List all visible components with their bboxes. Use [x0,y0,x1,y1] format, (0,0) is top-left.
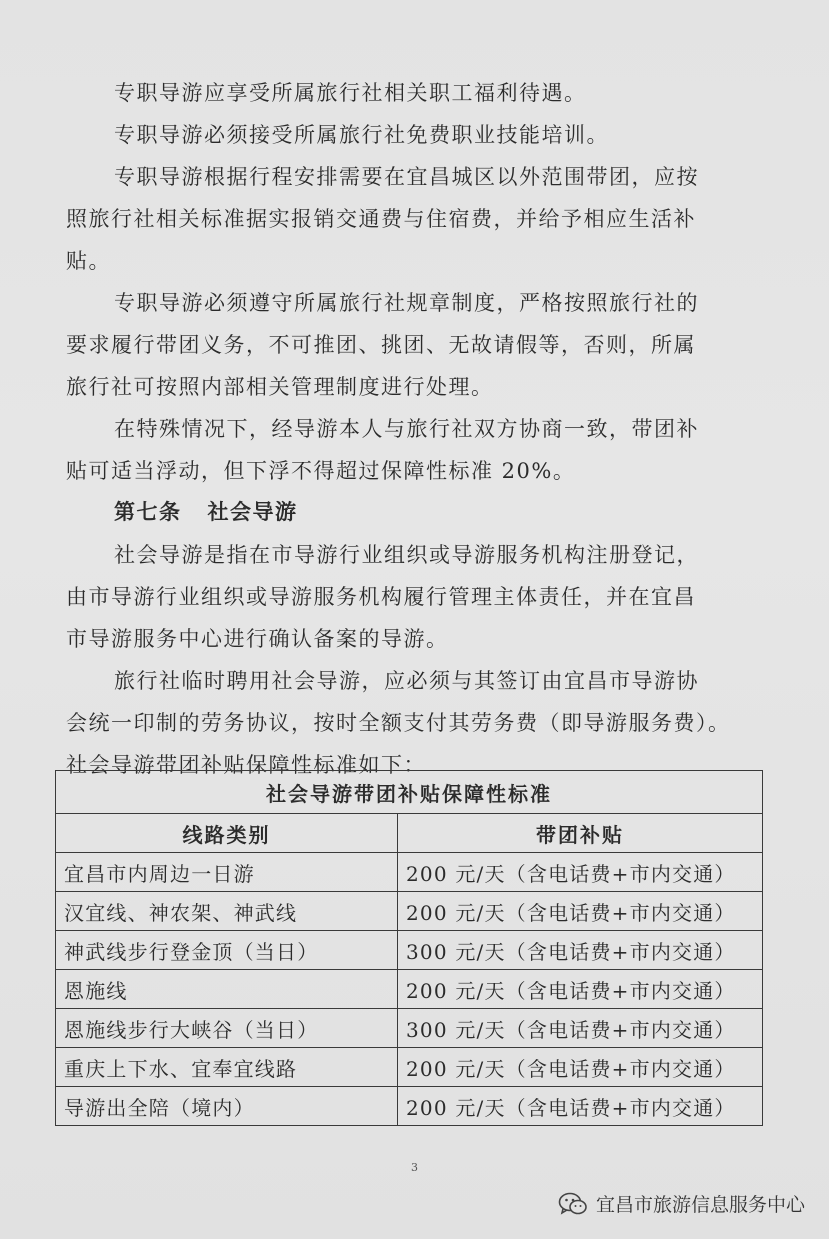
route-cell: 导游出全陪（境内） [56,1087,398,1126]
paragraph-line: 贴。 [66,249,111,273]
subsidy-cell: 200 元/天（含电话费+市内交通） [398,1048,763,1087]
subsidy-cell: 200 元/天（含电话费+市内交通） [398,970,763,1009]
wechat-icon [558,1191,588,1217]
paragraph-line: 要求履行带团义务，不可推团、挑团、无故请假等，否则，所属 [66,333,696,357]
table-row [56,853,763,892]
watermark-text: 宜昌市旅游信息服务中心 [595,1195,805,1216]
subsidy-standard-table [55,770,763,1126]
subsidy-cell: 300 元/天（含电话费+市内交通） [398,931,763,970]
route-cell: 汉宜线、神农架、神武线 [56,892,398,931]
table-row [56,1048,763,1087]
paragraph-line: 旅行社可按照内部相关管理制度进行处理。 [66,375,494,399]
paragraph-line: 社会导游是指在市导游行业组织或导游服务机构注册登记， [114,543,699,567]
subsidy-cell: 200 元/天（含电话费+市内交通） [398,1087,763,1126]
paragraph-line: 照旅行社相关标准据实报销交通费与住宿费，并给予相应生活补 [66,207,696,231]
table-caption: 社会导游带团补贴保障性标准 [56,771,763,814]
paragraph-line: 旅行社临时聘用社会导游，应必须与其签订由宜昌市导游协 [114,669,699,693]
table-header-route: 线路类别 [56,814,398,853]
paragraph-line: 贴可适当浮动，但下浮不得超过保障性标准 20%。 [66,459,576,483]
paragraph-line: 专职导游应享受所属旅行社相关职工福利待遇。 [114,81,587,105]
article-heading [66,492,298,534]
subsidy-cell: 200 元/天（含电话费+市内交通） [398,892,763,931]
table-row [56,892,763,931]
route-cell: 神武线步行登金顶（当日） [56,931,398,970]
route-cell: 重庆上下水、宜奉宜线路 [56,1048,398,1087]
article-title: 社会导游 [207,501,298,524]
subsidy-cell: 300 元/天（含电话费+市内交通） [398,1009,763,1048]
account-watermark [558,1190,805,1217]
table-row [56,1087,763,1126]
table-row [56,970,763,1009]
route-cell: 恩施线 [56,970,398,1009]
paragraph-line: 专职导游必须遵守所属旅行社规章制度，严格按照旅行社的 [114,291,699,315]
article-number: 第七条 [114,501,182,524]
paragraph-line: 市导游服务中心进行确认备案的导游。 [66,627,449,651]
table-header-subsidy: 带团补贴 [398,814,763,853]
table-row [56,1009,763,1048]
paragraph-line: 专职导游必须接受所属旅行社免费职业技能培训。 [114,123,609,147]
subsidy-cell: 200 元/天（含电话费+市内交通） [398,853,763,892]
paragraph-line: 专职导游根据行程安排需要在宜昌城区以外范围带团，应按 [114,165,699,189]
route-cell: 宜昌市内周边一日游 [56,853,398,892]
page-number: 3 [411,1161,418,1174]
paragraph-line: 在特殊情况下，经导游本人与旅行社双方协商一致，带团补 [114,417,699,441]
paragraph-line: 由市导游行业组织或导游服务机构履行管理主体责任，并在宜昌 [66,585,696,609]
paragraph-line: 社会导游带团补贴保障性标准如下： [66,753,426,777]
route-cell: 恩施线步行大峡谷（当日） [56,1009,398,1048]
paragraph-line: 会统一印制的劳务协议，按时全额支付其劳务费（即导游服务费）。 [66,711,731,735]
table-row [56,931,763,970]
